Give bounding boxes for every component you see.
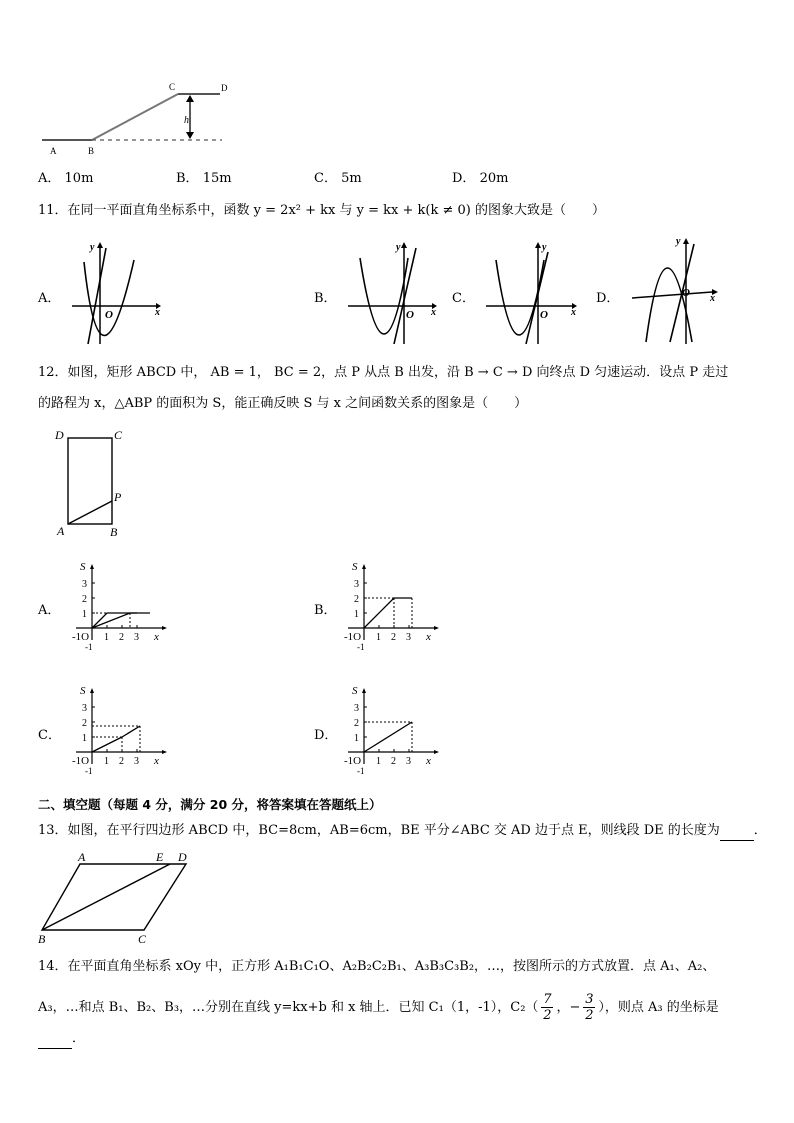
q14-question-line1: 14．在平面直角坐标系 xOy 中，正方形 A₁B₁C₁O、A₂B₂C₂B₁、A₃B₃C₃B₂，…，按图所示的方式放置．点 A₁、A₂、 bbox=[38, 959, 716, 974]
q11-b-y-label: y bbox=[396, 242, 401, 253]
q12-b-tick-x2: 2 bbox=[391, 632, 396, 643]
q11-option-c-letter: C． bbox=[452, 291, 475, 306]
q12-option-c-letter: C． bbox=[38, 728, 61, 743]
q10-option-d-letter: D． bbox=[452, 171, 476, 186]
q12-d-tick-x3: 3 bbox=[406, 756, 411, 767]
q12-graph-c bbox=[68, 684, 168, 779]
q10-label-a: A bbox=[50, 146, 57, 156]
q14-minus: − bbox=[569, 999, 581, 1015]
q14-answer-line bbox=[38, 1030, 85, 1049]
q12-label-b: B bbox=[110, 525, 118, 539]
q10-option-a-text: 10m bbox=[64, 171, 94, 186]
q11-a-o-label: O bbox=[105, 309, 113, 321]
q11-a-x-label: x bbox=[155, 307, 160, 318]
q14-fraction-3-2 bbox=[583, 992, 595, 1023]
q12-b-s-label: S bbox=[352, 561, 358, 573]
q12-d-tick-y3: 3 bbox=[354, 703, 359, 714]
q12-b-tick-yneg1: -1 bbox=[357, 642, 365, 652]
q12-b-origin: -1O bbox=[344, 631, 362, 643]
q12-c-tick-y2: 2 bbox=[82, 718, 87, 729]
q12-d-tick-yneg1: -1 bbox=[357, 766, 365, 776]
q12-c-tick-y3: 3 bbox=[82, 703, 87, 714]
q10-option-b bbox=[176, 167, 232, 186]
q11-d-y-label: y bbox=[676, 236, 681, 247]
q12-c-origin: -1O bbox=[72, 755, 90, 767]
q11-question: 11．在同一平面直角坐标系中，函数 y = 2x² + kx 与 y = kx + k(k ≠ 0) 的图象大致是（ ） bbox=[38, 203, 605, 218]
q11-b-o-label: O bbox=[406, 309, 414, 321]
q13-label-e: E bbox=[156, 850, 164, 864]
q14-end: ． bbox=[72, 1031, 86, 1046]
q12-a-origin: -1O bbox=[72, 631, 90, 643]
q12-c-s-label: S bbox=[80, 685, 86, 697]
q11-graph-d bbox=[628, 234, 728, 349]
q12-label-c: C bbox=[114, 428, 123, 442]
q10-option-a bbox=[38, 167, 93, 186]
q11-option-a-letter: A． bbox=[38, 291, 61, 306]
q10-label-c: C bbox=[169, 82, 176, 92]
q12-d-origin: -1O bbox=[344, 755, 362, 767]
q12-b-tick-y1: 1 bbox=[354, 609, 359, 620]
q10-label-d: D bbox=[221, 83, 228, 93]
q14-frac2-num: 3 bbox=[585, 992, 594, 1007]
q12-d-tick-x1: 1 bbox=[376, 756, 381, 767]
q14-comma: ， bbox=[556, 999, 570, 1015]
q13-label-a: A bbox=[78, 850, 86, 864]
q14-frac1-den: 2 bbox=[543, 1008, 552, 1023]
q12-graph-a bbox=[68, 560, 168, 655]
q13-label-c: C bbox=[138, 932, 147, 946]
q14-line2-start: A₃，…和点 B₁、B₂、B₃，…分别在直线 y=kx+b 和 x 轴上．已知 C₁（1，-1），C₂（ bbox=[38, 999, 539, 1015]
q12-option-d-letter: D． bbox=[314, 728, 338, 743]
q12-d-x-label: x bbox=[426, 755, 431, 767]
q13-end: ． bbox=[753, 823, 767, 838]
q12-d-s-label: S bbox=[352, 685, 358, 697]
q10-label-b: B bbox=[88, 146, 95, 156]
q12-option-b-letter: B． bbox=[314, 603, 337, 618]
q12-a-tick-y1: 1 bbox=[82, 609, 87, 620]
q12-d-tick-x2: 2 bbox=[391, 756, 396, 767]
q12-b-tick-x1: 1 bbox=[376, 632, 381, 643]
q13-parallelogram-figure bbox=[36, 850, 196, 946]
q12-c-tick-yneg1: -1 bbox=[85, 766, 93, 776]
q11-b-x-label: x bbox=[431, 307, 436, 318]
q12-rectangle-figure bbox=[50, 425, 130, 540]
q10-option-b-text: 15m bbox=[202, 171, 232, 186]
q12-a-s-label: S bbox=[80, 561, 86, 573]
q12-label-d: D bbox=[55, 428, 64, 442]
q12-a-tick-y3: 3 bbox=[82, 579, 87, 590]
q12-label-a: A bbox=[57, 524, 65, 538]
q13-text: 13．如图，在平行四边形 ABCD 中，BC=8cm，AB=6cm，BE 平分∠ABC 交 AD 边于点 E，则线段 DE 的长度为 bbox=[38, 823, 720, 838]
q10-option-a-letter: A． bbox=[38, 171, 61, 186]
q12-b-tick-y3: 3 bbox=[354, 579, 359, 590]
q14-frac1-num: 7 bbox=[543, 992, 552, 1007]
q11-c-o-label: O bbox=[540, 309, 548, 321]
q12-option-a-letter: A． bbox=[38, 603, 61, 618]
q11-graph-a bbox=[68, 240, 164, 350]
q12-a-tick-x2: 2 bbox=[119, 632, 124, 643]
q10-option-b-letter: B． bbox=[176, 171, 199, 186]
q12-c-tick-x3: 3 bbox=[134, 756, 139, 767]
q12-a-x-label: x bbox=[154, 631, 159, 643]
q12-graph-b bbox=[340, 560, 440, 655]
q14-fraction-7-2 bbox=[541, 992, 553, 1023]
q13-question bbox=[38, 822, 767, 841]
q12-b-x-label: x bbox=[426, 631, 431, 643]
section-heading-fill-blank: 二、填空题（每题 4 分，满分 20 分，将答案填在答题纸上） bbox=[38, 797, 382, 812]
q12-c-tick-x1: 1 bbox=[104, 756, 109, 767]
q12-b-tick-y2: 2 bbox=[354, 594, 359, 605]
q10-label-h: h bbox=[184, 115, 189, 126]
q11-option-d-letter: D． bbox=[596, 291, 620, 306]
q12-a-tick-yneg1: -1 bbox=[85, 642, 93, 652]
q11-c-y-label: y bbox=[542, 242, 547, 253]
q11-c-x-label: x bbox=[571, 307, 576, 318]
q12-c-tick-y1: 1 bbox=[82, 733, 87, 744]
q10-option-c-text: 5m bbox=[341, 171, 362, 186]
q12-label-p: P bbox=[114, 490, 122, 504]
q13-answer-blank[interactable] bbox=[720, 822, 754, 841]
q10-option-d-text: 20m bbox=[479, 171, 509, 186]
q10-option-c-letter: C． bbox=[314, 171, 337, 186]
q10-option-c bbox=[314, 167, 362, 186]
q12-a-tick-x3: 3 bbox=[134, 632, 139, 643]
q11-a-y-label: y bbox=[90, 242, 95, 253]
q12-a-tick-y2: 2 bbox=[82, 594, 87, 605]
q13-label-d: D bbox=[178, 850, 187, 864]
q10-figure bbox=[38, 78, 238, 158]
q12-a-tick-x1: 1 bbox=[104, 632, 109, 643]
q11-option-b-letter: B． bbox=[314, 291, 337, 306]
q12-d-tick-y2: 2 bbox=[354, 718, 359, 729]
q12-c-tick-x2: 2 bbox=[119, 756, 124, 767]
q13-label-b: B bbox=[38, 932, 46, 946]
q12-d-tick-y1: 1 bbox=[354, 733, 359, 744]
q14-frac2-den: 2 bbox=[585, 1008, 594, 1023]
q10-option-d bbox=[452, 167, 508, 186]
q11-d-o-label: O bbox=[682, 287, 690, 299]
q12-question-line1: 12．如图，矩形 ABCD 中， AB = 1， BC = 2，点 P 从点 B 出发，沿 B → C → D 向终点 D 匀速运动．设点 P 走过 bbox=[38, 365, 729, 380]
q12-b-tick-x3: 3 bbox=[406, 632, 411, 643]
q12-c-x-label: x bbox=[154, 755, 159, 767]
q14-question-line2 bbox=[38, 992, 719, 1023]
q12-question-line2: 的路程为 x，△ABP 的面积为 S，能正确反映 S 与 x 之间函数关系的图象是（ ） bbox=[38, 396, 528, 411]
q12-graph-d bbox=[340, 684, 440, 779]
q11-d-x-label: x bbox=[710, 293, 715, 304]
q14-answer-blank[interactable] bbox=[38, 1030, 72, 1049]
q11-graph-c bbox=[482, 240, 582, 350]
q14-line2-end: ），则点 A₃ 的坐标是 bbox=[598, 999, 719, 1015]
q11-graph-b bbox=[344, 240, 440, 350]
